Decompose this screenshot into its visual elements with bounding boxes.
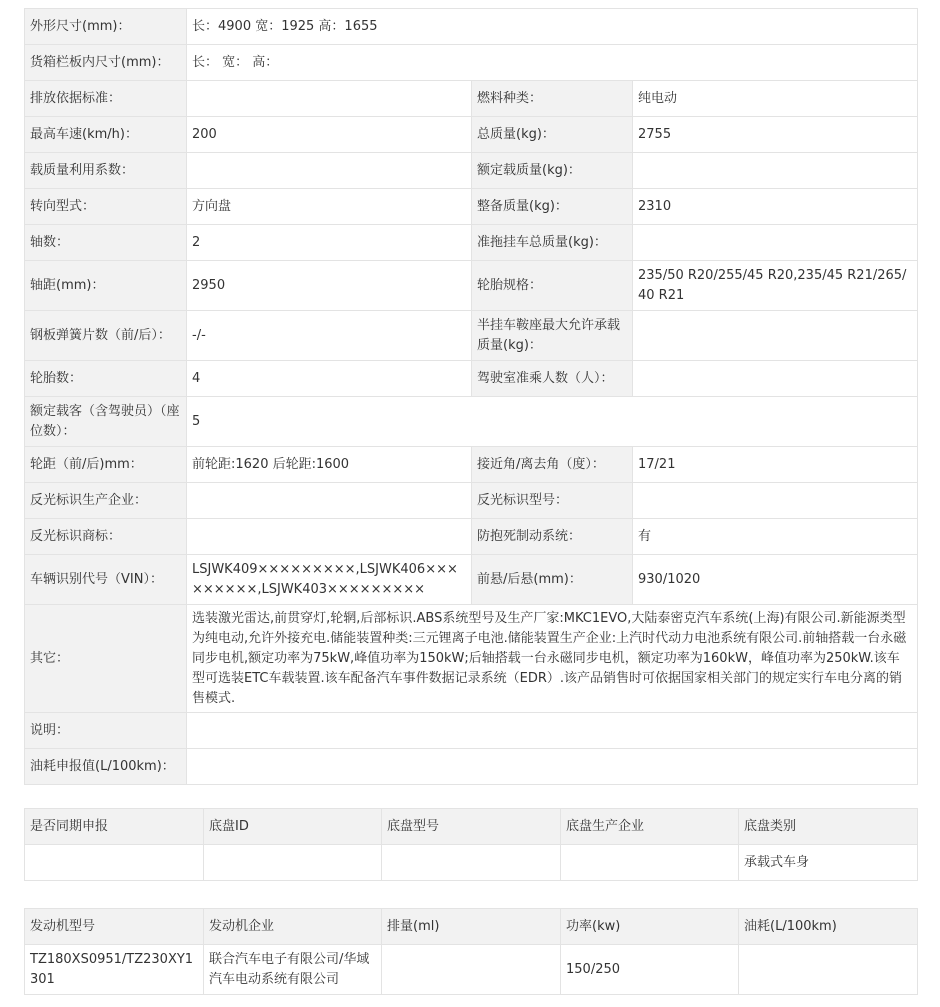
- trailer-mass-value: [633, 225, 918, 261]
- engine-cell: [739, 945, 918, 995]
- overhang-value: 930/1020: [633, 555, 918, 605]
- chassis-cell: [25, 845, 204, 881]
- reflector-model-value: [633, 483, 918, 519]
- chassis-header-cell: 底盘ID: [204, 809, 382, 845]
- engine-header-cell: 发动机企业: [204, 909, 382, 945]
- emission-standard-label: 排放依据标准：: [25, 81, 187, 117]
- axle-count-value: 2: [187, 225, 472, 261]
- steering-type-label: 转向型式：: [25, 189, 187, 225]
- gross-mass-label: 总质量(kg)：: [472, 117, 633, 153]
- abs-value: 有: [633, 519, 918, 555]
- wheel-track-value: 前轮距:1620 后轮距:1600: [187, 447, 472, 483]
- note-value: [187, 713, 918, 749]
- vehicle-spec-table: [24, 8, 918, 785]
- chassis-table: [24, 808, 918, 881]
- rated-passengers-label: 额定载客（含驾驶员）（座位数）：: [25, 397, 187, 447]
- chassis-header-cell: 底盘生产企业: [561, 809, 739, 845]
- fuel-consumption-label: 油耗申报值(L/100km)：: [25, 749, 187, 785]
- wheelbase-label: 轴距(mm)：: [25, 261, 187, 311]
- fuel-type-value: 纯电动: [633, 81, 918, 117]
- load-utilization-label: 载质量利用系数：: [25, 153, 187, 189]
- max-speed-value: 200: [187, 117, 472, 153]
- engine-cell: 联合汽车电子有限公司/华域汽车电动系统有限公司: [204, 945, 382, 995]
- cab-seats-label: 驾驶室准乘人数（人）：: [472, 361, 633, 397]
- saddle-capacity-value: [633, 311, 918, 361]
- wheelbase-value: 2950: [187, 261, 472, 311]
- tire-spec-label: 轮胎规格：: [472, 261, 633, 311]
- abs-label: 防抱死制动系统：: [472, 519, 633, 555]
- approach-angle-value: 17/21: [633, 447, 918, 483]
- chassis-header-cell: 底盘类别: [739, 809, 918, 845]
- engine-header-cell: 功率(kw): [561, 909, 739, 945]
- dimensions-value: 长：4900 宽：1925 高：1655: [187, 9, 918, 45]
- load-utilization-value: [187, 153, 472, 189]
- vin-label: 车辆识别代号（VIN）：: [25, 555, 187, 605]
- chassis-cell: [204, 845, 382, 881]
- vin-value: LSJWK409×××××××××,LSJWK406×××××××××,LSJWK403×××××××××: [187, 555, 472, 605]
- leaf-spring-value: -/-: [187, 311, 472, 361]
- engine-cell: [382, 945, 561, 995]
- approach-angle-label: 接近角/离去角（度）：: [472, 447, 633, 483]
- engine-cell: TZ180XS0951/TZ230XY1301: [25, 945, 204, 995]
- engine-header-cell: 油耗(L/100km): [739, 909, 918, 945]
- rated-load-value: [633, 153, 918, 189]
- chassis-cell: [382, 845, 561, 881]
- chassis-cell: 承载式车身: [739, 845, 918, 881]
- reflector-maker-label: 反光标识生产企业：: [25, 483, 187, 519]
- wheel-track-label: 轮距（前/后)mm：: [25, 447, 187, 483]
- engine-table: [24, 908, 918, 995]
- rated-passengers-value: 5: [187, 397, 918, 447]
- chassis-cell: [561, 845, 739, 881]
- emission-standard-value: [187, 81, 472, 117]
- curb-mass-value: 2310: [633, 189, 918, 225]
- tire-count-value: 4: [187, 361, 472, 397]
- steering-type-value: 方向盘: [187, 189, 472, 225]
- fuel-consumption-value: [187, 749, 918, 785]
- gross-mass-value: 2755: [633, 117, 918, 153]
- max-speed-label: 最高车速(km/h)：: [25, 117, 187, 153]
- saddle-capacity-label: 半挂车鞍座最大允许承载质量(kg)：: [472, 311, 633, 361]
- other-info-value: 选装激光雷达,前贯穿灯,轮辋,后部标识.ABS系统型号及生产厂家:MKC1EVO,大陆泰密克汽车系统(上海)有限公司.新能源类型为纯电动,允许外接充电.储能装置种类:三元锂离子电池.储能装置生产企业:上汽时代动力电池系统有限公司.前轴搭载一台永磁同步电机,额定功率为75kW,峰值功率为150kW;后轴搭载一台永磁同步电机，额定功率为160kW，峰值功率为250kW.该车型可选装ETC车载装置.该车配备汽车事件数据记录系统（EDR）.该产品销售时可依据国家相关部门的规定实行车电分离的销售模式.: [187, 605, 918, 713]
- chassis-header-cell: 底盘型号: [382, 809, 561, 845]
- engine-header-cell: 发动机型号: [25, 909, 204, 945]
- reflector-brand-label: 反光标识商标：: [25, 519, 187, 555]
- cab-seats-value: [633, 361, 918, 397]
- engine-cell: 150/250: [561, 945, 739, 995]
- axle-count-label: 轴数：: [25, 225, 187, 261]
- tire-spec-value: 235/50 R20/255/45 R20,235/45 R21/265/40 R21: [633, 261, 918, 311]
- note-label: 说明：: [25, 713, 187, 749]
- reflector-model-label: 反光标识型号：: [472, 483, 633, 519]
- rated-load-label: 额定载质量(kg)：: [472, 153, 633, 189]
- trailer-mass-label: 准拖挂车总质量(kg)：: [472, 225, 633, 261]
- curb-mass-label: 整备质量(kg)：: [472, 189, 633, 225]
- leaf-spring-label: 钢板弹簧片数（前/后）：: [25, 311, 187, 361]
- cargo-dimensions-label: 货箱栏板内尺寸(mm)：: [25, 45, 187, 81]
- reflector-brand-value: [187, 519, 472, 555]
- reflector-maker-value: [187, 483, 472, 519]
- other-info-label: 其它：: [25, 605, 187, 713]
- overhang-label: 前悬/后悬(mm)：: [472, 555, 633, 605]
- cargo-dimensions-value: 长： 宽： 高：: [187, 45, 918, 81]
- fuel-type-label: 燃料种类：: [472, 81, 633, 117]
- chassis-header-cell: 是否同期申报: [25, 809, 204, 845]
- tire-count-label: 轮胎数：: [25, 361, 187, 397]
- engine-header-cell: 排量(ml): [382, 909, 561, 945]
- dimensions-label: 外形尺寸(mm)：: [25, 9, 187, 45]
